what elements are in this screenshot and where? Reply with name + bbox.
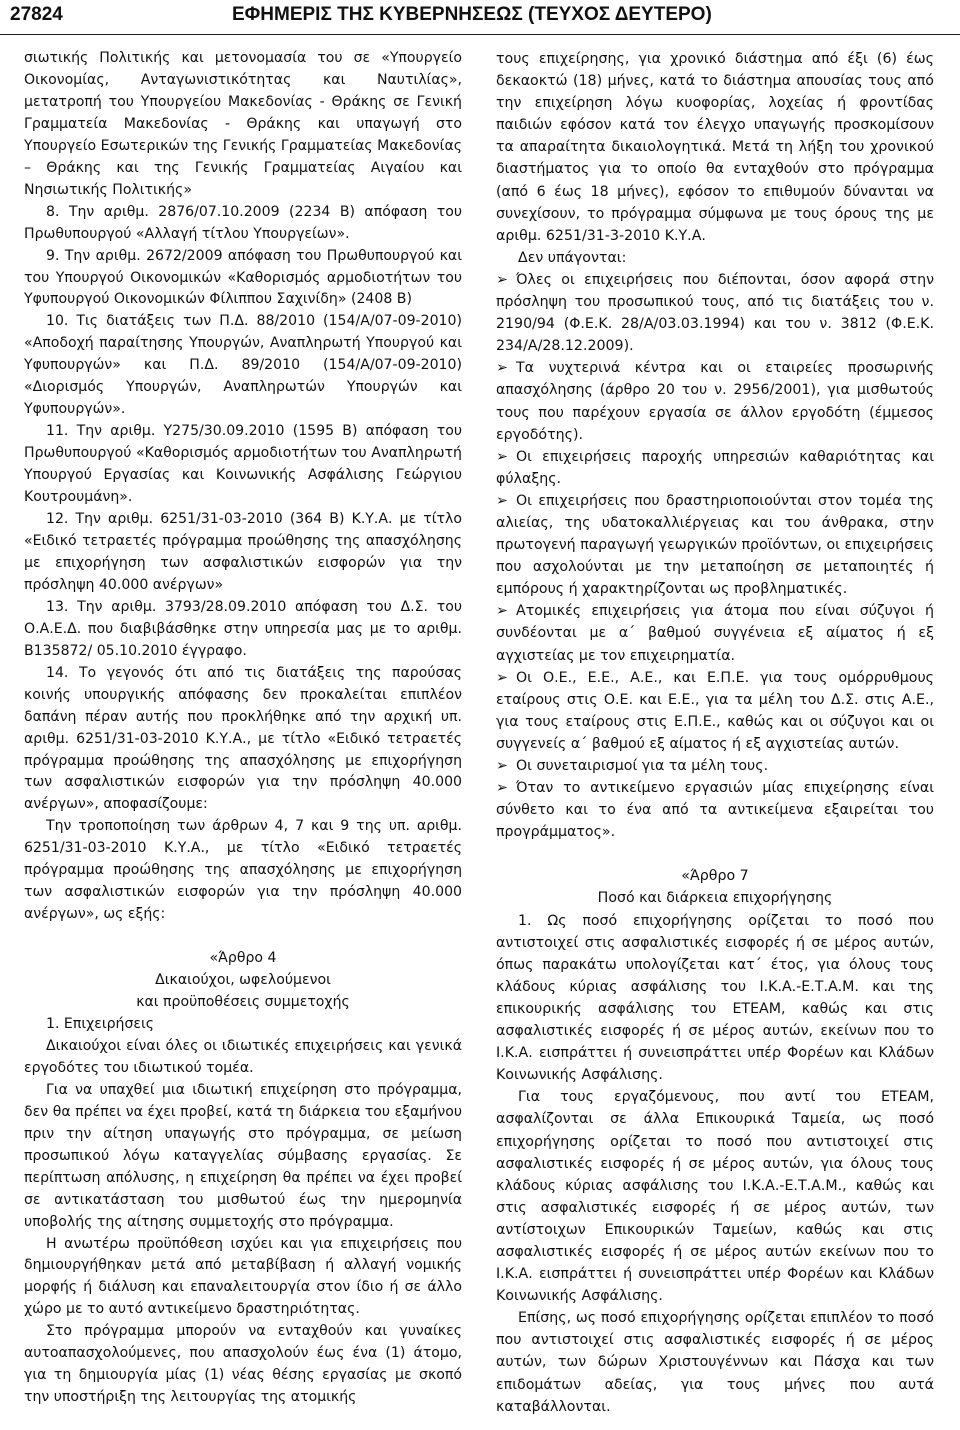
- bullet-item: [496, 490, 934, 600]
- left-column: [24, 48, 462, 1409]
- page-number: 27824: [10, 4, 63, 25]
- paragraph: Η ανωτέρω προϋπόθεση ισχύει και για επιχειρήσεις που δημιουργήθηκαν μετά από μεταβίβαση ή αλλαγή νομικής μορφής ή διάλυση και επαναλειτουργία στον ίδιο ή σε άλλο χώρο με το αυτό αντικείμενο δραστηριότητας.: [24, 1235, 462, 1318]
- bullet-text: Όταν το αντικείμενο εργασιών μίας επιχείρησης είναι σύνθετο και το ένα από τα αντικείμενα εξαιρείται του προγράμματος».: [496, 780, 934, 841]
- bullet-text: Οι συνεταιρισμοί για τα μέλη τους.: [516, 758, 769, 774]
- arrow-bullet-icon: ➢: [496, 448, 508, 465]
- right-column: [496, 48, 934, 1418]
- bullet-item: [496, 446, 934, 490]
- bullet-text: Ατομικές επιχειρήσεις για άτομα που είναι σύζυγοι ή συνδέονται με α΄ βαθμού συγγένεια εξ αίματος ή εξ αγχιστείας με τον επιχειρηματία.: [496, 603, 934, 664]
- arrow-bullet-icon: ➢: [496, 780, 508, 797]
- paragraph: 1. Ως ποσό επιχορήγησης ορίζεται το ποσό που αντιστοιχεί στις ασφαλιστικές εισφορές ή σε μέρος αυτών, όπως παρακάτω υπολογίζεται κατ΄ έτος, για όλους τους κλάδους κύριας ασφάλισης του Ι.Κ.Α.-Ε.Τ.Α.Μ. και της επικουρικής ασφάλισης του ΕΤΕΑΜ, καθώς και στις ασφαλιστικές εισφορές ή σε μέρος αυτών, εκείνων που το Ι.Κ.Α. εισπράττει ή συνεισπράττει υπέρ Φορέων και Κλάδων Κοινωνικής Ασφάλισης.: [496, 912, 934, 1084]
- paragraph: 14. Το γεγονός ότι από τις διατάξεις της παρούσας κοινής υπουργικής απόφασης δεν προκαλείται επιπλέον δαπάνη πέραν αυτής που προκλήθηκε από την αρχική υπ. αριθμ. 6251/31-03-2010 Κ.Υ.Α., με τίτλο «Ειδικό τετραετές πρόγραμμα προώθησης της απασχόλησης με επιχορήγηση των ασφαλιστικών εισφορών για την πρόσληψη 40.000 ανέργων», αποφασίζουμε:: [24, 664, 462, 813]
- paragraph: Στο πρόγραμμα μπορούν να ενταχθούν και γυναίκες αυτοαπασχολούμενες, που απασχολούν έως ένα (1) άτομο, για τη δημιουργία μίας (1) νέας θέσης εργασίας με σκοπό την υποστήριξη της λειτουργίας της ατομικής: [24, 1323, 462, 1406]
- paragraph: Την τροποποίηση των άρθρων 4, 7 και 9 της υπ. αριθμ. 6251/31-03-2010 Κ.Υ.Α., με τίτλο «Ειδικό τετραετές πρόγραμμα προώθησης της απασχόλησης με επιχορήγηση των ασφαλιστικών εισφορών για την πρόσληψη 40.000 ανέργων», ως εξής:: [24, 818, 462, 923]
- paragraph: Για να υπαχθεί μια ιδιωτική επιχείρηση στο πρόγραμμα, δεν θα πρέπει να έχει προβεί, κατά τη διάρκεια του εξαμήνου πριν την αίτηση υπαγωγής στο πρόγραμμα, σε μείωση προσωπικού λόγω καταγγελίας σύμβασης εργασίας. Σε περίπτωση απόλυσης, η επιχείρηση θα πρέπει να έχει προβεί σε αντικατάσταση του μισθωτού έως την ημερομηνία υποβολής της αίτησης συμμετοχής στο πρόγραμμα.: [24, 1081, 462, 1230]
- bullet-item: [496, 667, 934, 755]
- paragraph: σιωτικής Πολιτικής και μετονομασία του σε «Υπουργείο Οικονομίας, Ανταγωνιστικότητας και Ναυτιλίας», μετατροπή του Υπουργείου Μακεδονίας - Θράκης σε Γενική Γραμματεία Μακεδονίας - Θράκης και υπαγωγή στο Υπουργείο Εσωτερικών της Γενικής Γραμματείας Μακεδονίας – Θράκης και της Γενικής Γραμματείας Αιγαίου και Νησιωτικής Πολιτικής»: [24, 50, 462, 198]
- arrow-bullet-icon: ➢: [496, 603, 508, 620]
- paragraph: 12. Την αριθμ. 6251/31-03-2010 (364 Β) Κ.Υ.Α. με τίτλο «Ειδικό τετραετές πρόγραμμα προώθησης της απασχόλησης με επιχορήγηση των ασφαλιστικών εισφορών για την πρόσληψη 40.000 ανέργων»: [24, 511, 462, 593]
- paragraph: 13. Την αριθμ. 3793/28.09.2010 απόφαση του Δ.Σ. του Ο.Α.Ε.Δ. που διαβιβάσθηκε στην υπηρεσία μας με το αριθμ. Β135872/ 05.10.2010 έγγραφο.: [24, 598, 462, 659]
- bullet-item: [496, 755, 934, 777]
- paragraph: τους επιχείρησης, για χρονικό διάστημα από έξι (6) έως δεκαοκτώ (18) μήνες, κατά το διάστημα απουσίας τους από την επιχείρηση λόγω κυοφορίας, λοχείας ή φροντίδας παιδιών εφόσον κατά τον έλεγχο υπαγωγής προσκομίσουν τα απαραίτητα δικαιολογητικά. Μετά τη λήξη του χρονικού διαστήματος για το οποίο θα ενταχθούν στο πρόγραμμα (από 6 έως 18 μήνες), εφόσον το επιθυμούν δύνανται να συνεχίσουν, το πρόγραμμα σύμφωνα με τους όρους της με αριθμ. 6251/31-3-2010 Κ.Υ.Α.: [496, 51, 934, 244]
- bullet-text: Οι επιχειρήσεις που δραστηριοποιούνται στον τομέα της αλιείας, της υδατοκαλλιέργειας και του άνθρακα, στην πρωτογενή παραγωγή γεωργικών προϊόντων, οι επιχειρήσεις που ασχολούνται με την μεταποίηση σε μεταποιητές ή εμπόρους ή χαρακτηρίζονται ως προβληματικές.: [496, 492, 934, 598]
- bullet-item: [496, 269, 934, 357]
- paragraph: Δικαιούχοι είναι όλες οι ιδιωτικές επιχειρήσεις και γενικά εργοδότες του ιδιωτικού τομέα.: [24, 1037, 462, 1076]
- bullet-text: Οι Ο.Ε., Ε.Ε., Α.Ε., και Ε.Π.Ε. για τους ομόρρυθμους εταίρους στις Ο.Ε. και Ε.Ε., για τα μέλη του Δ.Σ. στις Α.Ε., για τους εταίρους στις Ε.Π.Ε., καθώς και οι σύζυγοι και οι συγγενείς α΄ βαθμού εξ αίματος ή εξ αγχιστείας αυτών.: [496, 669, 934, 752]
- bullet-text: Όλες οι επιχειρήσεις που διέπονται, όσον αφορά στην πρόσληψη του προσωπικού τους, από τις διατάξεις του ν. 2190/94 (Φ.Ε.Κ. 28/Α/03.03.1994) και του ν. 3812 (Φ.Ε.Κ. 234/Α/28.12.2009).: [496, 271, 934, 355]
- arrow-bullet-icon: ➢: [496, 758, 508, 774]
- gazette-title: ΕΦΗΜΕΡΙΣ ΤΗΣ ΚΥΒΕΡΝΗΣΕΩΣ (ΤΕΥΧΟΣ ΔΕΥΤΕΡΟ): [232, 4, 712, 25]
- article-heading: «Άρθρο 4: [209, 950, 277, 967]
- arrow-bullet-icon: ➢: [496, 492, 508, 509]
- paragraph: 9. Την αριθμ. 2672/2009 απόφαση του Πρωθυπουργού και του Υπουργού Οικονομικών «Καθορισμός αρμοδιοτήτων του Υφυπουργού Οικονομικών Φίλιππου Σαχινίδη» (2408 Β): [24, 247, 462, 308]
- article-subheading: Δικαιούχοι, ωφελούμενοι: [155, 972, 331, 989]
- bullet-item: [496, 600, 934, 666]
- bullet-item: [496, 777, 934, 843]
- paragraph: 8. Την αριθμ. 2876/07.10.2009 (2234 Β) απόφαση του Πρωθυπουργού «Αλλαγή τίτλου Υπουργείων».: [24, 203, 462, 242]
- paragraph: 1. Επιχειρήσεις: [46, 1015, 155, 1032]
- paragraph: Δεν υπάγονται:: [518, 249, 627, 266]
- arrow-bullet-icon: ➢: [496, 271, 508, 288]
- article-subheading: Ποσό και διάρκεια επιχορήγησης: [597, 890, 833, 907]
- paragraph: 11. Την αριθμ. Υ275/30.09.2010 (1595 Β) απόφαση του Πρωθυπουργού «Καθορισμός αρμοδιοτήτων του Αναπληρωτή Υπουργού Εργασίας και Κοινωνικής Ασφάλισης Γεώργιου Κουτρουμάνη».: [24, 423, 462, 506]
- paragraph: Επίσης, ως ποσό επιχορήγησης ορίζεται επιπλέον το ποσό που αντιστοιχεί στις ασφαλιστικές εισφορές ή σε μέρος αυτών, των δώρων Χριστουγέννων και Πάσχα και των επιδομάτων αδείας, για τους μήνες που αυτά καταβάλλονται.: [496, 1310, 934, 1415]
- article-heading: «Άρθρο 7: [681, 868, 749, 885]
- bullet-item: [496, 357, 934, 445]
- bullet-text: Οι επιχειρήσεις παροχής υπηρεσιών καθαριότητας και φύλαξης.: [496, 448, 934, 487]
- paragraph: 10. Τις διατάξεις των Π.Δ. 88/2010 (154/Α/07-09-2010) «Αποδοχή παραίτησης Υπουργών, Αναπληρωτή Υπουργού και Υφυπουργών» και Π.Δ. 89/2010 (154/Α/07-09-2010) «Διορισμός Υπουργών, Αναπληρωτών Υπουργών και Υφυπουργών».: [24, 313, 462, 418]
- bullet-text: Τα νυχτερινά κέντρα και οι εταιρείες προσωρινής απασχόλησης (άρθρο 20 του ν. 2956/2001), για μισθωτούς τους που παρέχουν εργασία σε άλλον εργοδότη (έμμεσος εργοδότης).: [496, 360, 934, 443]
- article-subheading: και προϋποθέσεις συμμετοχής: [136, 994, 350, 1011]
- page-header: [0, 0, 960, 35]
- arrow-bullet-icon: ➢: [496, 669, 508, 686]
- paragraph: Για τους εργαζόμενους, που αντί του ΕΤΕΑΜ, ασφαλίζονται σε άλλα Επικουρικά Ταμεία, ως ποσό επιχορήγησης ορίζεται το ποσό που αντιστοιχεί στις ασφαλιστικές εισφορές ή σε μέρος αυτών, για όλους τους κλάδους κύριας ασφάλισης του Ι.Κ.Α.-Ε.Τ.Α.Μ., καθώς και στις ασφαλιστικές εισφορές ή σε μέρος αυτών, των αντίστοιχων Επικουρικών Ταμείων, καθώς και στις ασφαλιστικές εισφορές ή σε μέρος αυτών εκείνων που το Ι.Κ.Α. εισπράττει ή συνεισπράττει υπέρ Φορέων και Κλάδων Κοινωνικής Ασφάλισης.: [496, 1089, 934, 1305]
- arrow-bullet-icon: ➢: [496, 360, 508, 377]
